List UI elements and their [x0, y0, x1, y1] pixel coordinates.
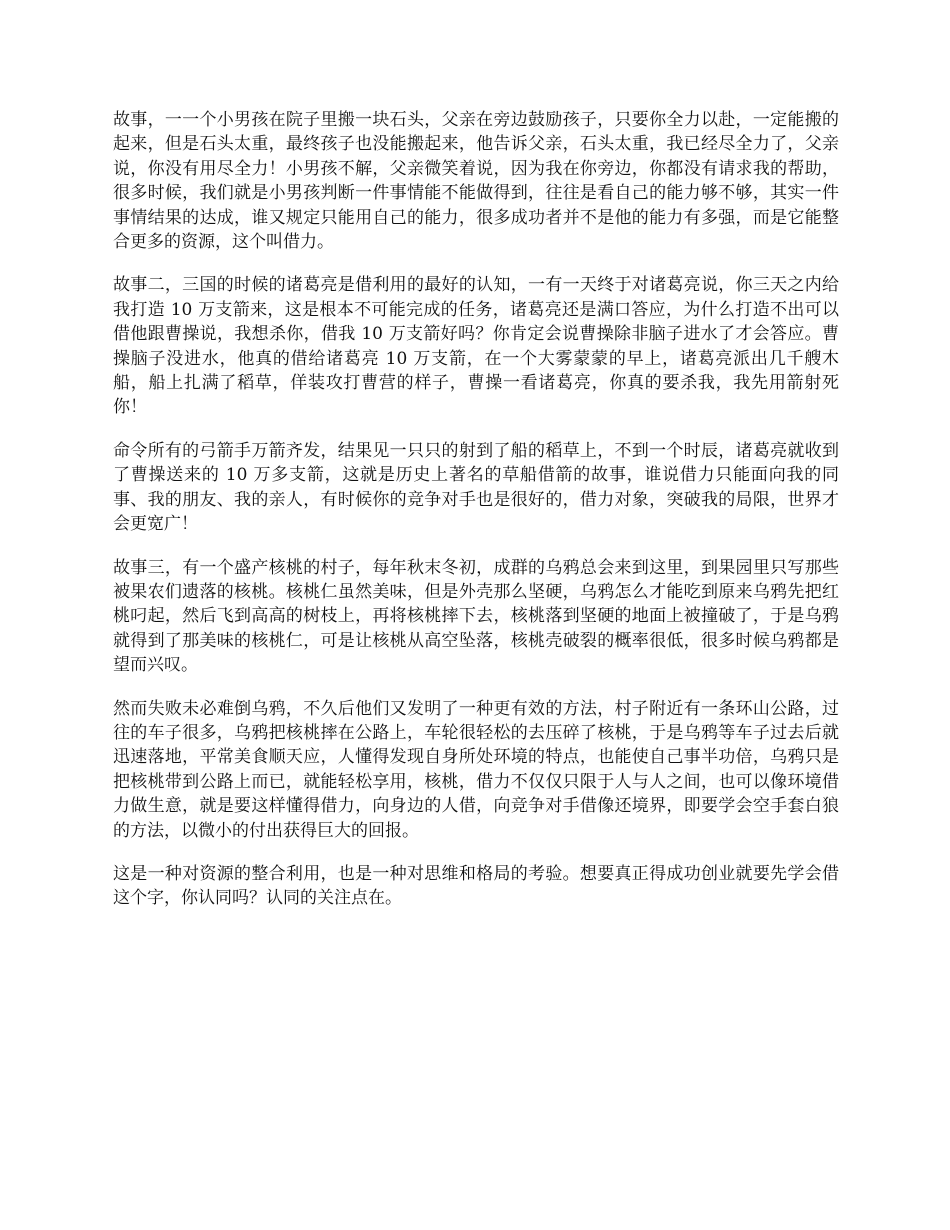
paragraph-story-three-continued: 然而失败未必难倒乌鸦，不久后他们又发明了一种更有效的方法，村子附近有一条环山公路，过往的车子很多，乌鸦把核桃摔在公路上，车轮很轻松的去压碎了核桃，于是乌鸦等车子过去后就迅速落地，平常美食顺天应，人懂得发现自身所处环境的特点，也能使自己事半功倍，乌鸦只是把核桃带到公路上而已，就能轻松享用，核桃，借力不仅仅只限于人与人之间，也可以像环境借力做生意，就是要这样懂得借力，向身边的人借，向竞争对手借像还境界，即要学会空手套白狼的方法，以微小的付出获得巨大的回报。 [113, 698, 839, 841]
paragraph-story-one: 故事，一一个小男孩在院子里搬一块石头，父亲在旁边鼓励孩子，只要你全力以赴，一定能搬的起来，但是石头太重，最终孩子也没能搬起来，他告诉父亲，石头太重，我已经尽全力了，父亲说，你没有用尽全力！小男孩不解，父亲微笑着说，因为我在你旁边，你都没有请求我的帮助，很多时候，我们就是小男孩判断一件事情能不能做得到，往往是看自己的能力够不够，其实一件事情结果的达成，谁又规定只能用自己的能力，很多成功者并不是他的能力有多强，而是它能整合更多的资源，这个叫借力。 [113, 110, 839, 253]
paragraph-story-two-continued: 命令所有的弓箭手万箭齐发，结果见一只只的射到了船的稻草上，不到一个时辰，诸葛亮就收到了曹操送来的 10 万多支箭，这就是历史上著名的草船借箭的故事，谁说借力只能面向我的同事、我的朋友、我的亲人，有时候你的竞争对手也是很好的，借力对象，突破我的局限，世界才会更宽广！ [113, 440, 839, 535]
document-body [113, 108, 839, 930]
paragraph-conclusion: 这是一种对资源的整合利用，也是一种对思维和格局的考验。想要真正得成功创业就要先学会借这个字，你认同吗？认同的关注点在。 [113, 863, 839, 909]
paragraph-story-two: 故事二，三国的时候的诸葛亮是借利用的最好的认知，一有一天终于对诸葛亮说，你三天之内给我打造 10 万支箭来，这是根本不可能完成的任务，诸葛亮还是满口答应，为什么打造不出可以借他跟曹操说，我想杀你，借我 10 万支箭好吗？你肯定会说曹操除非脑子进水了才会答应。曹操脑子没进水，他真的借给诸葛亮 10 万支箭，在一个大雾蒙蒙的早上，诸葛亮派出几千艘木船，船上扎满了稻草，佯装攻打曹营的样子，曹操一看诸葛亮，你真的要杀我，我先用箭射死你！ [113, 275, 839, 418]
paragraph-story-three: 故事三，有一个盛产核桃的村子，每年秋末冬初，成群的乌鸦总会来到这里，到果园里只写那些被果农们遗落的核桃。核桃仁虽然美味，但是外壳那么坚硬，乌鸦怎么才能吃到原来乌鸦先把红桃叼起，然后飞到高高的树枝上，再将核桃摔下去，核桃落到坚硬的地面上被撞破了，于是乌鸦就得到了那美味的核桃仁，可是让核桃从高空坠落，核桃壳破裂的概率很低，很多时候乌鸦都是望而兴叹。 [113, 557, 839, 676]
